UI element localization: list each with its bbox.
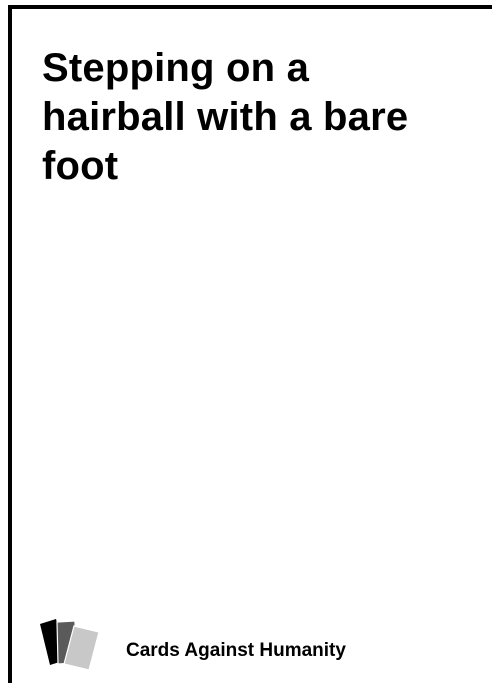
stacked-cards-icon bbox=[38, 612, 118, 672]
card-top-edge bbox=[8, 5, 492, 9]
card-left-edge bbox=[8, 5, 12, 683]
brand-name: Cards Against Humanity bbox=[126, 640, 346, 661]
card-text: Stepping on a hairball with a bare foot bbox=[42, 46, 409, 188]
